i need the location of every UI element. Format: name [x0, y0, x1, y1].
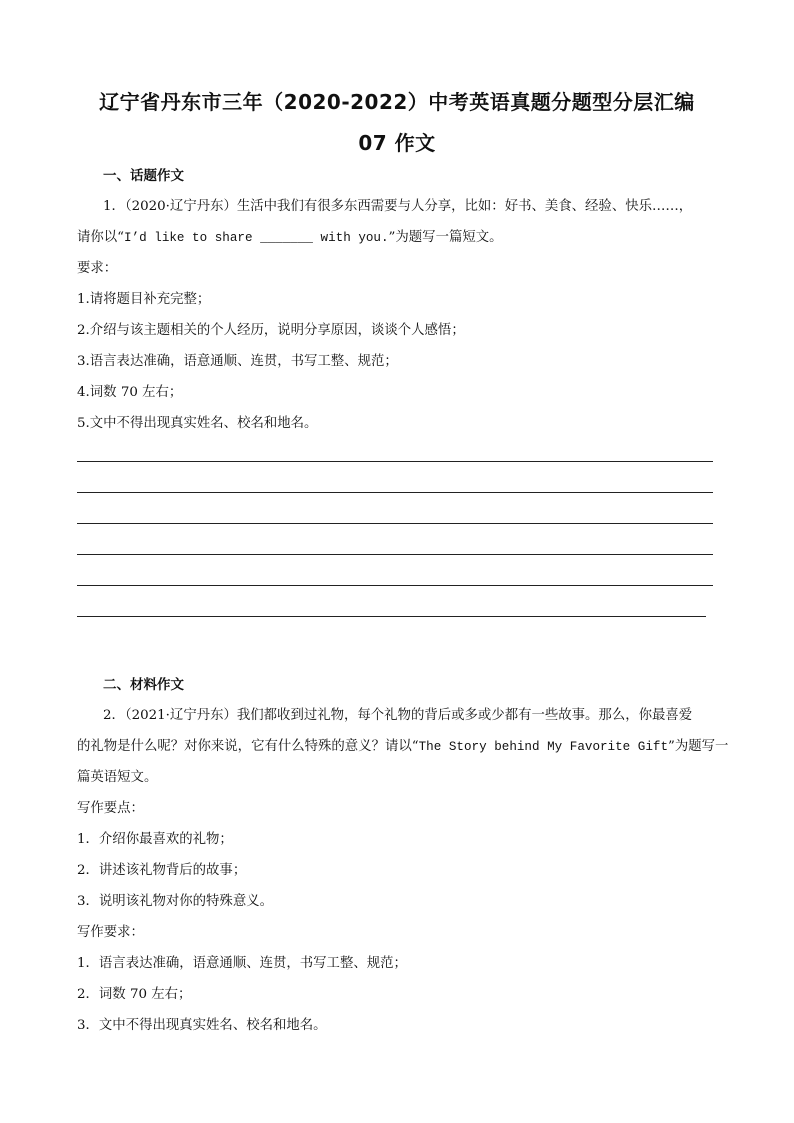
- writing-requirements-label: 写作要求：: [77, 925, 144, 940]
- requirement-item: 2.介绍与该主题相关的个人经历，说明分享原因，谈谈个人感悟；: [77, 323, 465, 338]
- question1-english-title: I’d like to share _______ with you.: [124, 231, 389, 245]
- answer-line: [77, 461, 713, 462]
- writing-requirement-item: 2．词数 70 左右；: [77, 987, 192, 1002]
- question2-line2: [77, 737, 728, 757]
- document-title: 辽宁省丹东市三年（2020-2022）中考英语真题分题型分层汇编: [99, 90, 695, 114]
- question2-prefix: 的礼物是什么呢？对你来说，它有什么特殊的意义？请以“: [77, 739, 419, 754]
- requirements-label: 要求：: [77, 261, 118, 276]
- question1-prefix: 请你以“: [77, 230, 125, 245]
- writing-requirement-item: 3．文中不得出现真实姓名、校名和地名。: [77, 1018, 327, 1033]
- writing-point-item: 3．说明该礼物对你的特殊意义。: [77, 894, 273, 909]
- question2-suffix: ”为题写一: [668, 739, 729, 754]
- requirement-item: 3.语言表达准确，语意通顺、连贯，书写工整、规范；: [77, 354, 398, 369]
- question1-line2: [77, 228, 503, 248]
- question2-line3: 篇英语短文。: [77, 770, 158, 785]
- answer-line: [77, 585, 713, 586]
- section2-heading: 二、材料作文: [103, 677, 184, 693]
- writing-point-item: 2．讲述该礼物背后的故事；: [77, 863, 247, 878]
- question2-english-title: The Story behind My Favorite Gift: [418, 740, 669, 754]
- document-subtitle: 07 作文: [358, 131, 436, 155]
- requirement-item: 5.文中不得出现真实姓名、校名和地名。: [77, 416, 318, 431]
- answer-line: [77, 616, 706, 617]
- requirement-item: 1.请将题目补充完整；: [77, 292, 211, 307]
- writing-points-label: 写作要点：: [77, 801, 144, 816]
- requirement-item: 4.词数 70 左右；: [77, 385, 183, 400]
- answer-line: [77, 523, 713, 524]
- writing-point-item: 1．介绍你最喜欢的礼物；: [77, 832, 233, 847]
- answer-line: [77, 554, 713, 555]
- question1-suffix: ”为题写一篇短文。: [388, 230, 503, 245]
- writing-requirement-item: 1．语言表达准确，语意通顺、连贯，书写工整、规范；: [77, 956, 407, 971]
- question2-line1: 2．（2021·辽宁丹东）我们都收到过礼物，每个礼物的背后或多或少都有一些故事。那么，你最喜爱: [103, 708, 693, 723]
- question1-line1: 1．（2020·辽宁丹东）生活中我们有很多东西需要与人分享，比如：好书、美食、经验、快乐……，: [103, 199, 693, 214]
- answer-line: [77, 492, 713, 493]
- section1-heading: 一、话题作文: [103, 168, 184, 184]
